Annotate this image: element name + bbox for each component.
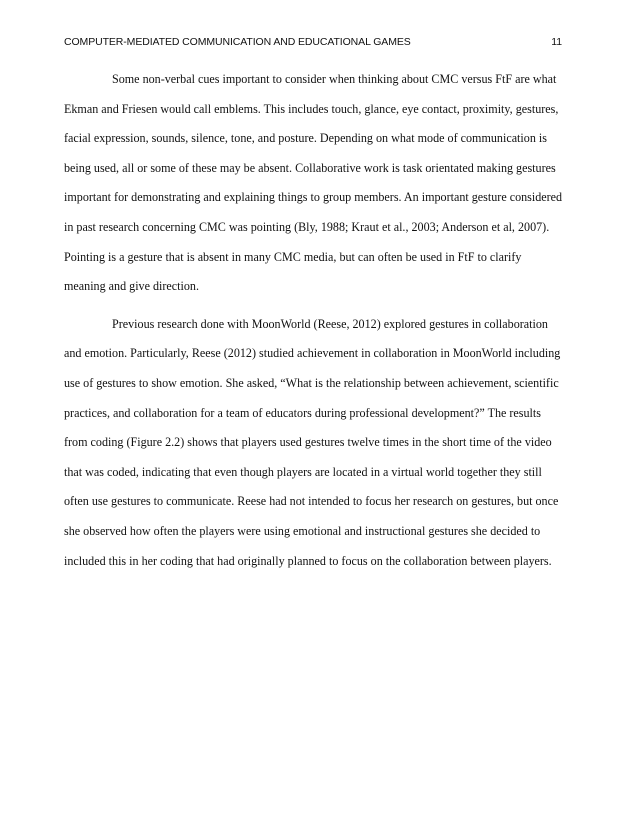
running-head xyxy=(64,36,562,52)
paragraph: Previous research done with MoonWorld (Reese, 2012) explored gestures in collaboration and emotion. Particularly, Reese (2012) studied achievement in collaboration in MoonWorld including use of gestures to show emotion. She asked, “What is the relationship between achievement, scientific practices, and collaboration for a team of educators during professional development?” The results from coding (Figure 2.2) shows that players used gestures twelve times in the short time of the video that was coded, indicating that even though players are located in a virtual world together they still often use gestures to communicate. Reese had not intended to focus her research on gestures, but once she observed how often the players were using emotional and instructional gestures she decided to included this in her coding that had originally planned to focus on the collaboration between players. xyxy=(64,316,561,568)
body-text xyxy=(64,65,566,584)
running-head-title: COMPUTER-MEDIATED COMMUNICATION AND EDUCATIONAL GAMES xyxy=(64,36,411,48)
paragraph: Some non-verbal cues important to consider when thinking about CMC versus FtF are what Ekman and Friesen would call emblems. This includes touch, glance, eye contact, proximity, gestures, facial expression, sounds, silence, tone, and posture. Depending on what mode of communication is being used, all or some of these may be absent. Collaborative work is task orientated making gestures important for demonstrating and explaining things to group members. An important gesture considered in past research concerning CMC was pointing (Bly, 1988; Kraut et al., 2003; Anderson et al, 2007). Pointing is a gesture that is absent in many CMC media, but can often be used in FtF to clarify meaning and give direction. xyxy=(64,72,563,294)
page-number: 11 xyxy=(551,36,562,48)
